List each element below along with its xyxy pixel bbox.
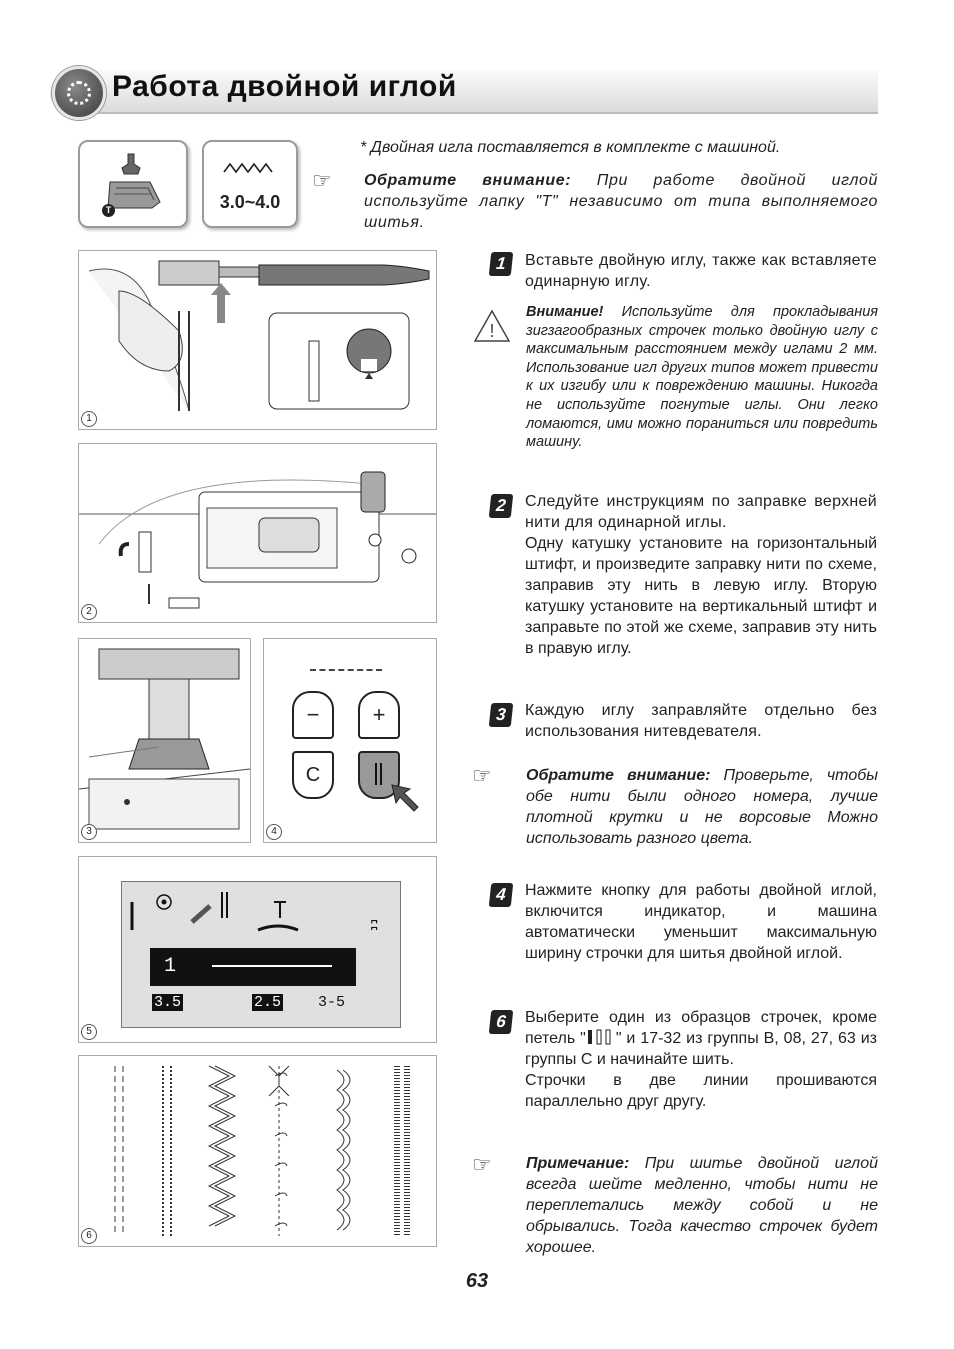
lcd-icons <box>122 882 400 942</box>
clear-button[interactable] <box>292 751 334 799</box>
remark-text: При шитье двойной иглой всегда шейте медленно, чтобы нити не переплетались между собой и не обрывались. Тогда качество строчек будет хорошее. <box>526 1155 878 1256</box>
display-dashes <box>310 669 382 671</box>
twin-stitch-samples <box>79 1056 436 1246</box>
warning-label: Внимание! <box>526 304 604 320</box>
foot-letter: T <box>105 205 112 215</box>
figure-4-buttons <box>263 638 437 843</box>
figure-6-stitch-samples <box>78 1055 437 1247</box>
warning-triangle-icon <box>472 308 512 344</box>
pointing-hand-icon: ☞ <box>312 168 332 193</box>
attention-2-text: Проверьте, чтобы обе нити были одного номера, лучше плотной крутки и не ворсовые Можно использовать разного цвета. <box>526 767 878 847</box>
figure-number: 1 <box>81 411 97 427</box>
pointing-hand-icon: ☞ <box>472 1152 492 1177</box>
figure-number: 4 <box>266 824 282 840</box>
figure-number: 5 <box>81 1024 97 1040</box>
threading-illustration <box>79 444 436 622</box>
step-2-line-1: Следуйте инструкциям по заправке верхней нити для одинарной иглы. <box>525 493 877 531</box>
figure-1-needle-insert <box>78 250 437 430</box>
width-minus-button[interactable] <box>292 691 334 739</box>
lcd-length-value: 2.5 <box>254 994 282 1011</box>
lcd-pattern-line <box>212 965 332 967</box>
minus-label: − <box>306 702 320 727</box>
attention-label: Обратите внимание: <box>364 172 572 189</box>
zigzag-stitch-icon <box>204 148 296 188</box>
step-badge: 4 <box>489 883 514 907</box>
attention-text: При работе двойной иглой используйте лапку "T" независимо от типа выполняемого шитья. <box>364 172 879 231</box>
presser-foot-box <box>78 140 188 228</box>
step-4-text: Нажмите кнопку для работы двойной иглой, включится индикатор, и машина автоматически уменьшит максимальную ширину строчки для шитья двойной иглой. <box>525 882 877 962</box>
step-6-text-b: " и 17-32 из группы B, 08, 27, 63 из группы C и начинайте шить. <box>525 1030 878 1068</box>
plus-label: + <box>372 702 386 727</box>
warning-note <box>526 303 878 452</box>
svg-text:!: ! <box>489 321 495 341</box>
remark-note <box>526 1153 878 1258</box>
figure-number: 3 <box>81 824 97 840</box>
step-2-line-2: Одну катушку установите на горизонтальный штифт, и произведите заправку нити по схеме, заправив эту нить в левую иглу. Вторую катушку установите на вертикальный штифт и заправьте по этой же схеме, заправив эту нить в правую иглу. <box>525 535 877 657</box>
clear-label: C <box>305 764 321 786</box>
stitch-width-range: 3.0~4.0 <box>219 192 281 212</box>
foot-letter-badge <box>102 204 115 217</box>
needle-insert-illustration <box>79 251 436 429</box>
lcd-width-value: 3.5 <box>154 994 182 1011</box>
remark-label: Примечание: <box>526 1155 630 1172</box>
step-badge: 3 <box>489 703 514 727</box>
figure-number: 2 <box>81 604 97 620</box>
step-6-text <box>525 1007 877 1112</box>
figure-2-threading <box>78 443 437 623</box>
attention-note <box>364 170 878 233</box>
step-3-text: Каждую иглу заправляйте отдельно без использования нитевдевателя. <box>525 702 877 740</box>
step-6-line-1 <box>525 1007 877 1070</box>
step-badge: 2 <box>489 494 514 518</box>
presser-foot-t-icon <box>80 142 186 226</box>
attention-2-label: Обратите внимание: <box>526 767 711 784</box>
lcd-screen <box>121 881 401 1028</box>
step-6-line-2: Строчки в две линии прошиваются параллельно друг другу. <box>525 1072 877 1110</box>
step-badge: 6 <box>489 1010 514 1034</box>
buttonhole-icon <box>586 1029 616 1045</box>
step-6-text-a: Выберите один из образцов строчек, кроме петель " <box>525 1009 877 1047</box>
figure-3-presser-foot <box>78 638 251 843</box>
section-bullet-icon <box>52 66 106 120</box>
arrow-pointer-icon <box>386 779 426 819</box>
stitch-width-box <box>202 140 298 228</box>
page-number: 63 <box>465 1270 489 1292</box>
lcd-pattern-row <box>150 948 356 986</box>
figure-5-lcd <box>78 856 437 1043</box>
svg-text:ʭ: ʭ <box>370 919 379 935</box>
attention-note-2 <box>526 765 878 849</box>
lcd-pattern-number: 1 <box>164 955 177 978</box>
pointing-hand-icon: ☞ <box>472 763 492 788</box>
lcd-range-value: 3-5 <box>318 994 346 1011</box>
step-2-text <box>525 491 877 659</box>
presser-foot-illustration <box>79 639 250 842</box>
width-plus-button[interactable] <box>358 691 400 739</box>
step-badge: 1 <box>489 252 514 276</box>
page-title: Работа двойной иглой <box>112 70 457 103</box>
warning-text: Используйте для прокладывания зигзагообразных строчек только двойную иглу с максимальным расстоянием между иглами 2 мм. Использование игл других типов может привести к их изгибу или к повреждению машины. Никогда не используйте погнутые иглы. Они легко ломаются, ими можно пораниться или повредить машину. <box>526 304 878 451</box>
step-1-text: Вставьте двойную иглу, также как вставляете одинарную иглу. <box>525 252 877 290</box>
supplied-note: * Двойная игла поставляется в комплекте с машиной. <box>360 139 781 156</box>
figure-number: 6 <box>81 1228 97 1244</box>
